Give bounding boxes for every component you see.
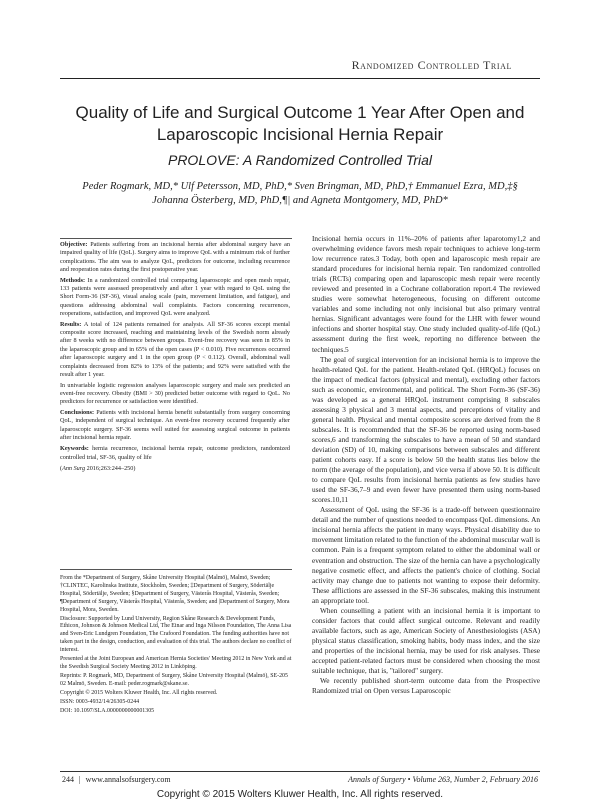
abstract-conclusions: Conclusions: Patients with incisional hernia benefit substantially from surgery concerning QoL, independent of surgical technique. An event-free recovery occurred frequently after laparoscopic surgery. SF-36 seems well suited for assessing surgical outcome in patients after incisional hernia repair. [60, 408, 291, 441]
footnote-affiliations: From the *Department of Surgery, Skåne University Hospital (Malmö), Malmö, Sweden; †CLINTEC, Karolinska Institute, Stockholm, Sweden; ‡Department of Surgery, Södertälje Hospital, Södertälje, Sweden; §Department of Surgery, Västerås Hospital, Västerås, Sweden; ¶Department of Surgery, Västerås Hospital, Västerås, Sweden; and |Department of Surgery, Mora Hospital, Mora, Sweden. [60, 575, 290, 613]
footnote-issn: ISSN: 0003-4932/14/26305-0244 [60, 698, 140, 705]
journal-issue: Annals of Surgery • Volume 263, Number 2, February 2016 [348, 775, 538, 784]
copyright-notice: Copyright © 2015 Wolters Kluwer Health, Inc. All rights reserved. [156, 789, 444, 800]
abstract-objective: Objective: Patients suffering from an incisional hernia after abdominal surgery have an impaired quality of life (QoL). Surgery aims to improve QoL with a minimum risk of further complications. The aim was to analyze QoL, predictors for outcome, including recurrence and reoperation rates during the first postoperative year. [60, 241, 290, 274]
article-subtitle: PROLOVE: A Randomized Controlled Trial [167, 152, 433, 168]
abstract-citation: (Ann Surg 2016;263:244–250) [60, 465, 136, 473]
body-paragraph-5: We recently published short-term outcome data from the Prospective Randomized trial on Open versus Laparoscopic [312, 676, 540, 696]
footnote-reprints: Reprints: P. Rogmark, MD, Department of Surgery, Skåne University Hospital (Malmö), SE-205 02 Malmö, Sweden. E-mail: peder.rogmark@skane.se. [60, 672, 288, 687]
authors-line-2: Johanna Österberg, MD, PhD,¶| and Agneta Montgomery, MD, PhD* [152, 195, 448, 206]
footer-left: 244 | www.annalsofsurgery.com [62, 775, 171, 784]
footer-rule [60, 771, 540, 772]
title-line-1: Quality of Life and Surgical Outcome 1 Year After Open and [75, 103, 525, 122]
abstract-keywords: Keywords: hernia recurrence, incisional hernia repair, outcome predictors, randomized controlled trial, SF-36, quality of life [60, 445, 290, 461]
footnote-doi: DOI: 10.1097/SLA.0000000000001305 [60, 707, 155, 714]
footnote-copyright: Copyright © 2015 Wolters Kluwer Health, Inc. All rights reserved. [60, 689, 218, 696]
body-paragraph-4: When counselling a patient with an incisional hernia it is important to consider factors that could affect surgical outcome. Relevant and readily available factors, such as age, American Society of Anesthesiologists (ASA) physical status classification, smoking habits, body mass index, and the size and properties of the incisional hernia, may be used for risk analyses. These accepted patient-related factors must be considered when choosing the most suitable technique, that is, "tailored" surgery. [312, 605, 540, 676]
article-title [40, 102, 560, 146]
header-rule [60, 78, 540, 79]
title-line-2: Laparoscopic Incisional Hernia Repair [156, 125, 444, 144]
abstract-methods: Methods: In a randomized controlled trial comparing laparoscopic and open mesh repair, 133 patients were assessed preoperatively and after 1 year with regard to QoL using the Short Form-36 (SF-36), visual analog scale (pain, movement limitation, and fatigue), and questions addressing abdominal wall complaints. Factors concerning recurrences, reoperations, satisfaction, and improved QoL were analyzed. [60, 276, 290, 318]
page-number: 244 [62, 775, 74, 784]
journal-website: www.annalsofsurgery.com [85, 775, 171, 784]
author-list [70, 180, 530, 208]
abstract-results: Results: A total of 124 patients remained for analysis. All SF-36 scores except mental composite score increased, reaching and maintaining levels of the Swedish norm already after 8 weeks with no difference between groups. Event-free recovery was seen in 85% in the laparoscopic group and in 65% of the open cases (P < 0.010). Five recurrences occurred after laparoscopic surgery and 1 in the open group (P < 0.112). Overall, abdominal wall complaints decreased from 82% to 13% of the patients; and 92% were satisfied with the result after 1 year. [60, 320, 290, 379]
body-paragraph-2: The goal of surgical intervention for an incisional hernia is to improve the health-related QoL for the patient. Health-related QoL (HRQoL) focuses on the impact of medical factors (physical and mental), excluding other factors such as economic, environmental, and political. The Short Form-36 (SF-36) was developed as a general HRQoL instrument comprising 8 subscales assessing 3 physical and 3 mental aspects, and perceptions of vitality and general health. Physical and mental composite scores are derived from the 8 subscales. It is recommended that the SF-36 be reported using norm-based scores,6 and transforming the subscales to have a mean of 50 and standard deviation (SD) of 10, making comparisons between subscales and different patient cohorts easy. If a score is below 50 the health status lies below the norm (the average of the population), and vice versa if above 50. It is difficult to compare QoL results from incisional hernia patients as few studies have used the SF-36,7–9 and even fewer have presented them using norm-based scores.10,11 [312, 354, 540, 505]
abstract-top-rule [60, 238, 292, 239]
abstract [60, 241, 290, 476]
authors-line-1: Peder Rogmark, MD,* Ulf Petersson, MD, PhD,* Sven Bringman, MD, PhD,† Emmanuel Ezra, MD,‡§ [82, 181, 518, 192]
footnote-disclosure: Disclosure: Supported by Lund University, Region Skåne Research & Development Funds, Ethicon, Johnson & Johnson Medical Ltd, The Einar and Inga Nilsson Foundation, The Anna Lisa and Sven-Eric Lundgren Foundation, The Crafoord Foundation. The funding authorities have not taken part in the design, conduction, and evaluation of this trial. The authors declare no conflict of interest. [60, 615, 292, 654]
abstract-bottom-rule [60, 569, 292, 570]
body-text [312, 234, 540, 696]
footnote-presented: Presented at the Joint European and American Hernia Societies' Meeting 2012 in New York and at the Swedish Surgical Society Meeting 2012 in Linköping. [60, 656, 292, 670]
footnotes [60, 575, 292, 716]
abstract-results-2: In univariable logistic regression analyses laparoscopic surgery and male sex predicted an event-free recovery. Obesity (BMI > 30) predicted better outcome with regard to QoL. No predictors for recurrence or satisfaction were identified. [60, 381, 290, 406]
body-paragraph-3: Assessment of QoL using the SF-36 is a trade-off between questionnaire detail and the number of questions needed to encompass QoL dimensions. An incisional hernia affects the patient in many ways. Physical disability due to movement limitation related to the function of the abdominal muscular wall is common. Pain is a frequent symptom related to either the abdominal wall or eventration and obstruction. The size of the hernia can have a psychologically negative cosmetic effect, and affects the patient's choice of clothing. Social activity may change due to patients not wanting to expose their deformity. These afflictions are assessed in the SF-36 subscales, making this instrument an appropriate tool. [312, 505, 540, 605]
section-label: Randomized Controlled Trial [351, 58, 512, 72]
body-paragraph-1: Incisional hernia occurs in 11%–20% of patients after laparotomy1,2 and overwhelming evidence favors mesh repair techniques to achieve long-term low recurrence rates.3 Today, both open and laparoscopic mesh repair are standard procedures for incisional hernia repair. Ten randomized controlled trials (RCTs) comparing open and laparoscopic mesh repair were recently reviewed and presented in a Cochrane collaboration report.4 The reviewed studies were somewhat heterogeneous, focusing on different outcome variables and some including not only incisional but also primary ventral hernias. Significant advantages were found for the LHR with fewer wound infections and shorter hospital stay. One study included quality-of-life (QoL) assessment during the first week, reporting no difference between the techniques.5 [312, 234, 540, 354]
